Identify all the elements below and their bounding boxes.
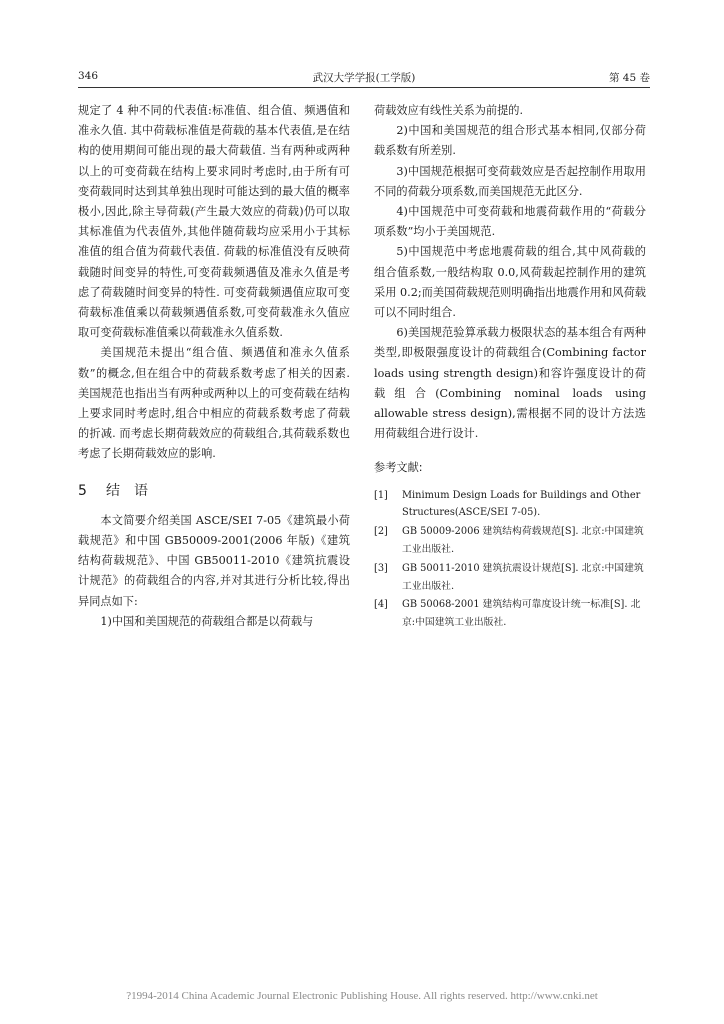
conclusion-item: 5)中国规范中考虑地震荷载的组合,其中风荷载的组合值系数,一般结构取 0.0,风荷载起控制作用的建筑采用 0.2;而美国荷载规范则明确指出地震作用和风荷载可以不同时组合.	[374, 245, 646, 320]
paragraph: 1)中国和美国规范的荷载组合都是以荷载与	[100, 614, 314, 628]
copyright-footer: ?1994-2014 China Academic Journal Electronic Publishing House. All rights reserved. http://www.cnki.net	[126, 990, 598, 1002]
paragraph: 本文简要介绍美国 ASCE/SEI 7-05《建筑最小荷载规范》和中国 GB50009-2001(2006 年版)《建筑结构荷载规范》、中国 GB50011-2010《建筑抗震设计规范》的荷载组合的内容,并对其进行分析比较,得出异同点如下:	[78, 513, 350, 608]
section-title: 结语	[106, 482, 162, 499]
conclusion-item: 4)中国规范中可变荷载和地震荷载作用的“荷载分项系数”均小于美国规范.	[374, 205, 646, 239]
paragraph: 美国规范未提出“组合值、频遇值和准永久值系数”的概念,但在组合中的荷载系数考虑了相关的因素. 美国规范也指出当有两种或两种以上的可变荷载在结构上要求同时考虑时,组合中相应的荷载系数考虑了荷载的折减. 而考虑长期荷载效应的荷载组合,其荷载系数也考虑了长期荷载效应的影响.	[78, 346, 350, 461]
right-column	[374, 101, 646, 633]
reference-item	[374, 523, 646, 559]
conclusion-item: 2)中国和美国规范的组合形式基本相同,仅部分荷载系数有所差别.	[374, 124, 646, 158]
volume-label: 第 45 卷	[608, 72, 650, 84]
section-heading	[78, 481, 350, 501]
reference-number: [2]	[374, 526, 388, 538]
conclusion-item: 6)美国规范验算承载力极限状态的基本组合有两种类型,即极限强度设计的荷载组合(Combining factor loads using strength design)和容许强度设计的荷载组合(Combining nominal loads using allowable stress design),需根据不同的设计方法选用荷载组合进行设计.	[374, 326, 646, 441]
reference-item	[374, 596, 646, 632]
header-rule	[78, 87, 650, 88]
section-number: 5	[78, 482, 87, 499]
reference-item	[374, 487, 646, 523]
paragraph: 规定了 4 种不同的代表值:标准值、组合值、频遇值和准永久值. 其中荷载标准值是荷载的基本代表值,是在结构的使用期间可能出现的最大荷载值. 当有两种或两种以上的可变荷载在结构上要求同时考虑时,由于所有可变荷载同时达到其单独出现时可能达到的最大值的概率极小,因此,除主导荷载(产生最大效应的荷载)仍可以取其标准值为代表值外,其他伴随荷载均应采用小于其标准值的组合值为荷载代表值. 荷载的标准值没有反映荷载随时间变异的特性,可变荷载频遇值及准永久值是考虑了荷载随时间变异的特性. 可变荷载频遇值应取可变荷载标准值乘以荷载频遇值系数,可变荷载准永久值应取可变荷载标准值乘以荷载准永久值系数.	[78, 104, 350, 340]
reference-text: GB 50011-2010 建筑抗震设计规范[S]. 北京:中国建筑工业出版社.	[402, 562, 644, 592]
running-header	[78, 70, 650, 88]
references-heading: 参考文献:	[374, 461, 423, 475]
reference-item	[374, 560, 646, 596]
reference-number: [3]	[374, 562, 388, 574]
page-number: 346	[78, 70, 99, 82]
reference-text: GB 50009-2006 建筑结构荷载规范[S]. 北京:中国建筑工业出版社.	[402, 526, 644, 556]
conclusion-item: 3)中国规范根据可变荷载效应是否起控制作用取用不同的荷载分项系数,而美国规范无此区分.	[374, 164, 646, 198]
journal-title: 武汉大学学报(工学版)	[312, 72, 416, 84]
paragraph: 荷载效应有线性关系为前提的.	[374, 104, 523, 117]
reference-number: [4]	[374, 599, 388, 611]
reference-text: GB 50068-2001 建筑结构可靠度设计统一标准[S]. 北京:中国建筑工业出版社.	[402, 599, 641, 629]
reference-number: [1]	[374, 489, 388, 501]
reference-text: Minimum Design Loads for Buildings and Other Structures(ASCE/SEI 7-05).	[402, 489, 641, 519]
left-column	[78, 101, 350, 632]
